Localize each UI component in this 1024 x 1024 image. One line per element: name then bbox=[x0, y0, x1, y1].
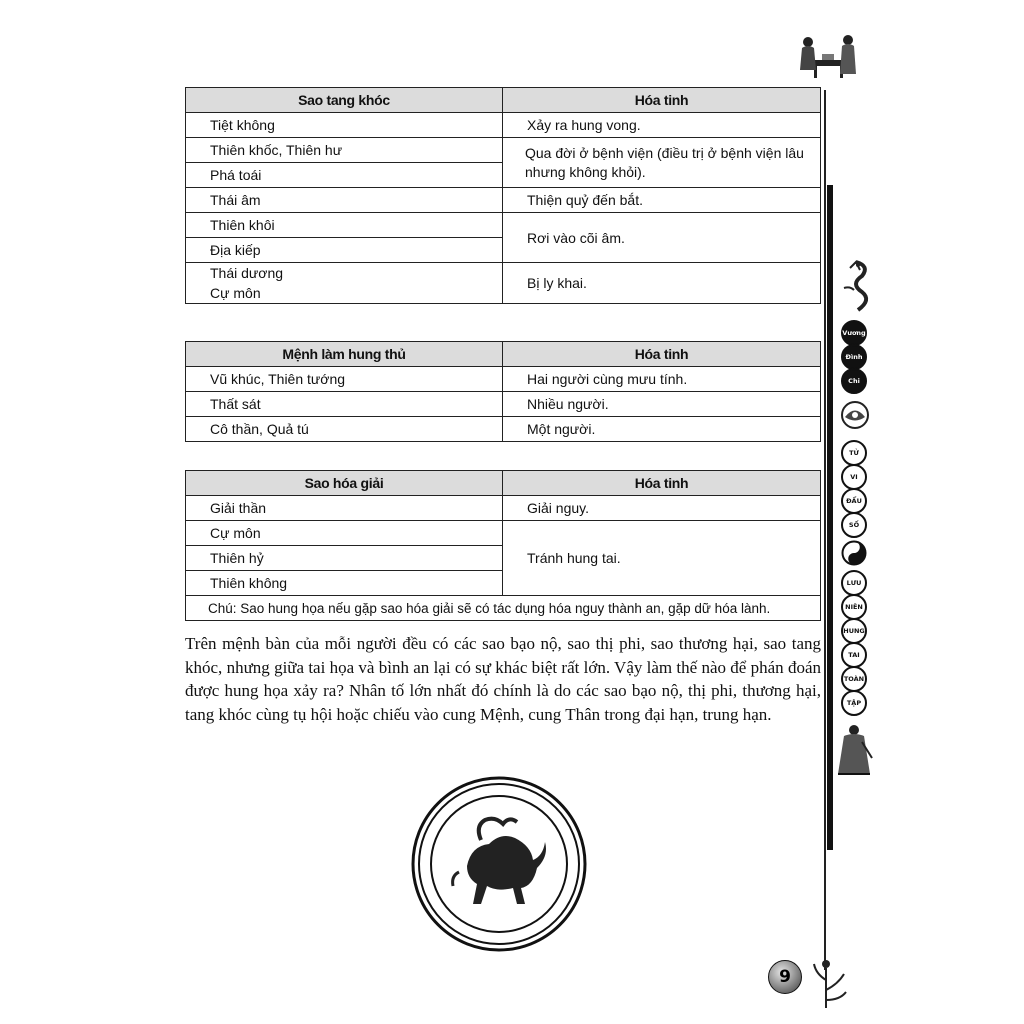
table-cell: Thiên hỷ bbox=[186, 546, 503, 571]
table-row bbox=[186, 263, 821, 304]
page-number: 9 bbox=[768, 960, 802, 994]
table-row bbox=[186, 496, 821, 521]
qilin-medallion-icon bbox=[411, 776, 587, 952]
sage-ornament-icon bbox=[832, 722, 876, 778]
table-cell: Thiện quỷ đến bắt. bbox=[503, 188, 821, 213]
table-row bbox=[186, 367, 821, 392]
cell-line: Thái dương bbox=[210, 265, 284, 281]
table-cell: Tiệt không bbox=[186, 113, 503, 138]
table-cell: Bị ly khai. bbox=[503, 263, 821, 304]
column-header: Mệnh làm hung thủ bbox=[186, 342, 503, 367]
body-paragraph: Trên mệnh bàn của mỗi người đều có các sao bạo nộ, sao thị phi, sao thương hại, sao tang khóc, nhưng giữa tai họa và bình an lại có sự khác biệt rất lớn. Vậy làm thế nào để phán đoán được hung họa xảy ra? Nhân tố lớn nhất đó chính là do các sao bạo nộ, thị phi, thương hại, tang khóc cùng tụ hội hoặc chiếu vào cung Mệnh, cung Thân trong đại hạn, trung hạn. bbox=[185, 634, 821, 724]
lotus-ornament-icon bbox=[840, 400, 870, 430]
table-sao-hoa-giai bbox=[185, 470, 821, 621]
table-row bbox=[186, 188, 821, 213]
yin-yang-ornament-icon bbox=[841, 540, 867, 566]
table-cell: Vũ khúc, Thiên tướng bbox=[186, 367, 503, 392]
column-header: Sao hóa giải bbox=[186, 471, 503, 496]
table-row bbox=[186, 392, 821, 417]
column-header: Hóa tinh bbox=[503, 342, 821, 367]
sidebar-title-badge: TỬ bbox=[841, 440, 867, 466]
table-sao-tang-khoc bbox=[185, 87, 821, 304]
table-cell: Hai người cùng mưu tính. bbox=[503, 367, 821, 392]
table-row bbox=[186, 138, 821, 163]
sidebar-title-badge: TẬP bbox=[841, 690, 867, 716]
table-cell: Cô thần, Quả tú bbox=[186, 417, 503, 442]
table-cell: Rơi vào cõi âm. bbox=[503, 213, 821, 263]
table-cell: Nhiều người. bbox=[503, 392, 821, 417]
margin-rule bbox=[824, 90, 826, 970]
table-note-row bbox=[186, 596, 821, 621]
table-row bbox=[186, 417, 821, 442]
table-row bbox=[186, 213, 821, 238]
table-cell: Tránh hung tai. bbox=[503, 521, 821, 596]
table-cell: Thất sát bbox=[186, 392, 503, 417]
table-cell: Địa kiếp bbox=[186, 238, 503, 263]
table-cell: Một người. bbox=[503, 417, 821, 442]
column-header: Sao tang khóc bbox=[186, 88, 503, 113]
table-cell: Thiên khôi bbox=[186, 213, 503, 238]
table-cell: Giải thần bbox=[186, 496, 503, 521]
table-cell: Giải nguy. bbox=[503, 496, 821, 521]
dragon-ornament-icon bbox=[836, 258, 876, 314]
table-row bbox=[186, 113, 821, 138]
cell-line: Cự môn bbox=[210, 285, 261, 301]
table-cell: Xảy ra hung vong. bbox=[503, 113, 821, 138]
sidebar-author-badge: Đình bbox=[841, 344, 867, 370]
scholars-ornament-icon bbox=[796, 30, 860, 82]
table-note: Chú: Sao hung họa nếu gặp sao hóa giải sẽ có tác dụng hóa nguy thành an, gặp dữ hóa lành. bbox=[186, 596, 821, 621]
sidebar-title-badge: HUNG bbox=[841, 618, 867, 644]
table-cell: Phá toái bbox=[186, 163, 503, 188]
table-cell: Thái âm bbox=[186, 188, 503, 213]
table-header-row bbox=[186, 471, 821, 496]
table-cell: Thiên không bbox=[186, 571, 503, 596]
table-cell bbox=[186, 263, 503, 304]
plant-ornament-icon bbox=[806, 950, 850, 1010]
table-cell: Qua đời ở bệnh viện (điều trị ở bệnh viện lâu nhưng không khỏi). bbox=[503, 138, 821, 188]
column-header: Hóa tinh bbox=[503, 471, 821, 496]
table-header-row bbox=[186, 88, 821, 113]
table-cell: Thiên khốc, Thiên hư bbox=[186, 138, 503, 163]
table-menh-lam-hung-thu bbox=[185, 341, 821, 442]
sidebar-title-badge: VI bbox=[841, 464, 867, 490]
sidebar-author-badge: Vương bbox=[841, 320, 867, 346]
sidebar-title-badge: ĐẨU bbox=[841, 488, 867, 514]
column-header: Hóa tinh bbox=[503, 88, 821, 113]
sidebar-title-badge: LƯU bbox=[841, 570, 867, 596]
table-cell: Cự môn bbox=[186, 521, 503, 546]
table-header-row bbox=[186, 342, 821, 367]
sidebar-title-badge: SỐ bbox=[841, 512, 867, 538]
table-row bbox=[186, 521, 821, 546]
sidebar-author-badge: Chi bbox=[841, 368, 867, 394]
sidebar-title-badge: TOÀN bbox=[841, 666, 867, 692]
sidebar-title-badge: NIÊN bbox=[841, 594, 867, 620]
sidebar-title-badge: TAI bbox=[841, 642, 867, 668]
